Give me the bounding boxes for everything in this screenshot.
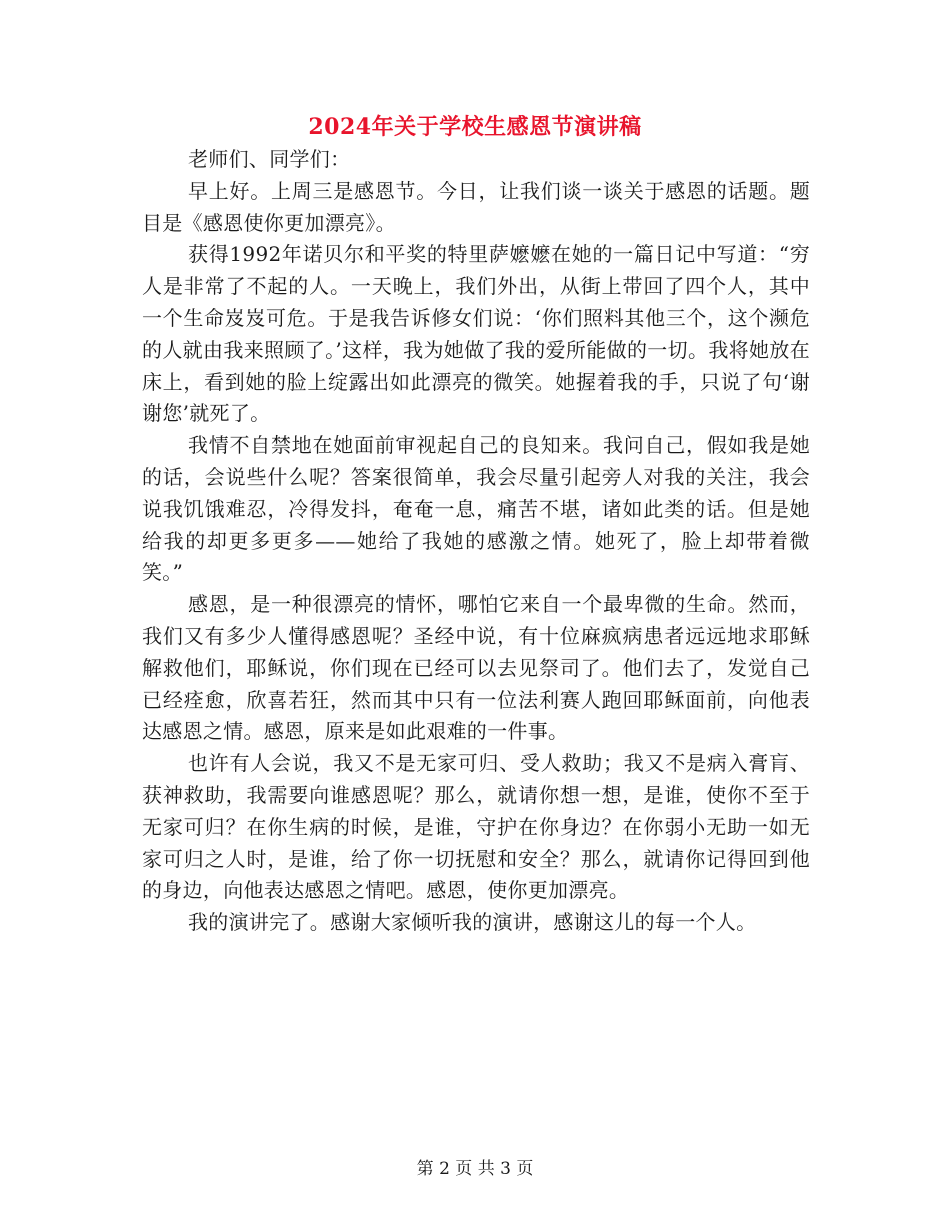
paragraph-6: 我的演讲完了。感谢大家倾听我的演讲，感谢这儿的每一个人。	[188, 910, 757, 935]
document-title: 2024年关于学校生感恩节演讲稿	[308, 114, 642, 140]
document-body	[142, 144, 810, 939]
paragraph-5: 也许有人会说，我又不是无家可归、受人救助；我又不是病入膏肓、获神救助，我需要向谁感恩呢？那么，就请你想一想，是谁，使你不至于无家可归？在你生病的时候，是谁，守护在你身边？在你弱小无助一如无家可归之人时，是谁，给了你一切抚慰和安全？那么，就请你记得回到他的身边，向他表达感恩之情吧。感恩，使你更加漂亮。	[142, 751, 810, 903]
paragraph-3: 我情不自禁地在她面前审视起自己的良知来。我问自己，假如我是她的话，会说些什么呢？答案很简单，我会尽量引起旁人对我的关注，我会说我饥饿难忍，冷得发抖，奄奄一息，痛苦不堪，诸如此类的话。但是她给我的却更多更多——她给了我她的感激之情。她死了，脸上却带着微笑。”	[142, 433, 810, 585]
salutation: 老师们、同学们：	[188, 147, 351, 171]
paragraph-1: 早上好。上周三是感恩节。今日，让我们谈一谈关于感恩的话题。题目是《感恩使你更加漂亮》。	[142, 178, 810, 235]
paragraph-4: 感恩，是一种很漂亮的情怀，哪怕它来自一个最卑微的生命。然而，我们又有多少人懂得感恩呢？圣经中说，有十位麻疯病患者远远地求耶稣解救他们，耶稣说，你们现在已经可以去见祭司了。他们去了，发觉自己已经痊愈，欣喜若狂，然而其中只有一位法利赛人跑回耶稣面前，向他表达感恩之情。感恩，原来是如此艰难的一件事。	[142, 592, 810, 744]
page-number-footer: 第 2 页 共 3 页	[416, 1159, 534, 1179]
paragraph-2: 获得1992年诺贝尔和平奖的特里萨嬷嬷在她的一篇日记中写道：“穷人是非常了不起的人。一天晚上，我们外出，从街上带回了四个人，其中一个生命岌岌可危。于是我告诉修女们说：‘你们照料其他三个，这个濒危的人就由我来照顾了。’这样，我为她做了我的爱所能做的一切。我将她放在床上，看到她的脸上绽露出如此漂亮的微笑。她握着我的手，只说了句‘谢谢您’就死了。	[142, 242, 810, 426]
